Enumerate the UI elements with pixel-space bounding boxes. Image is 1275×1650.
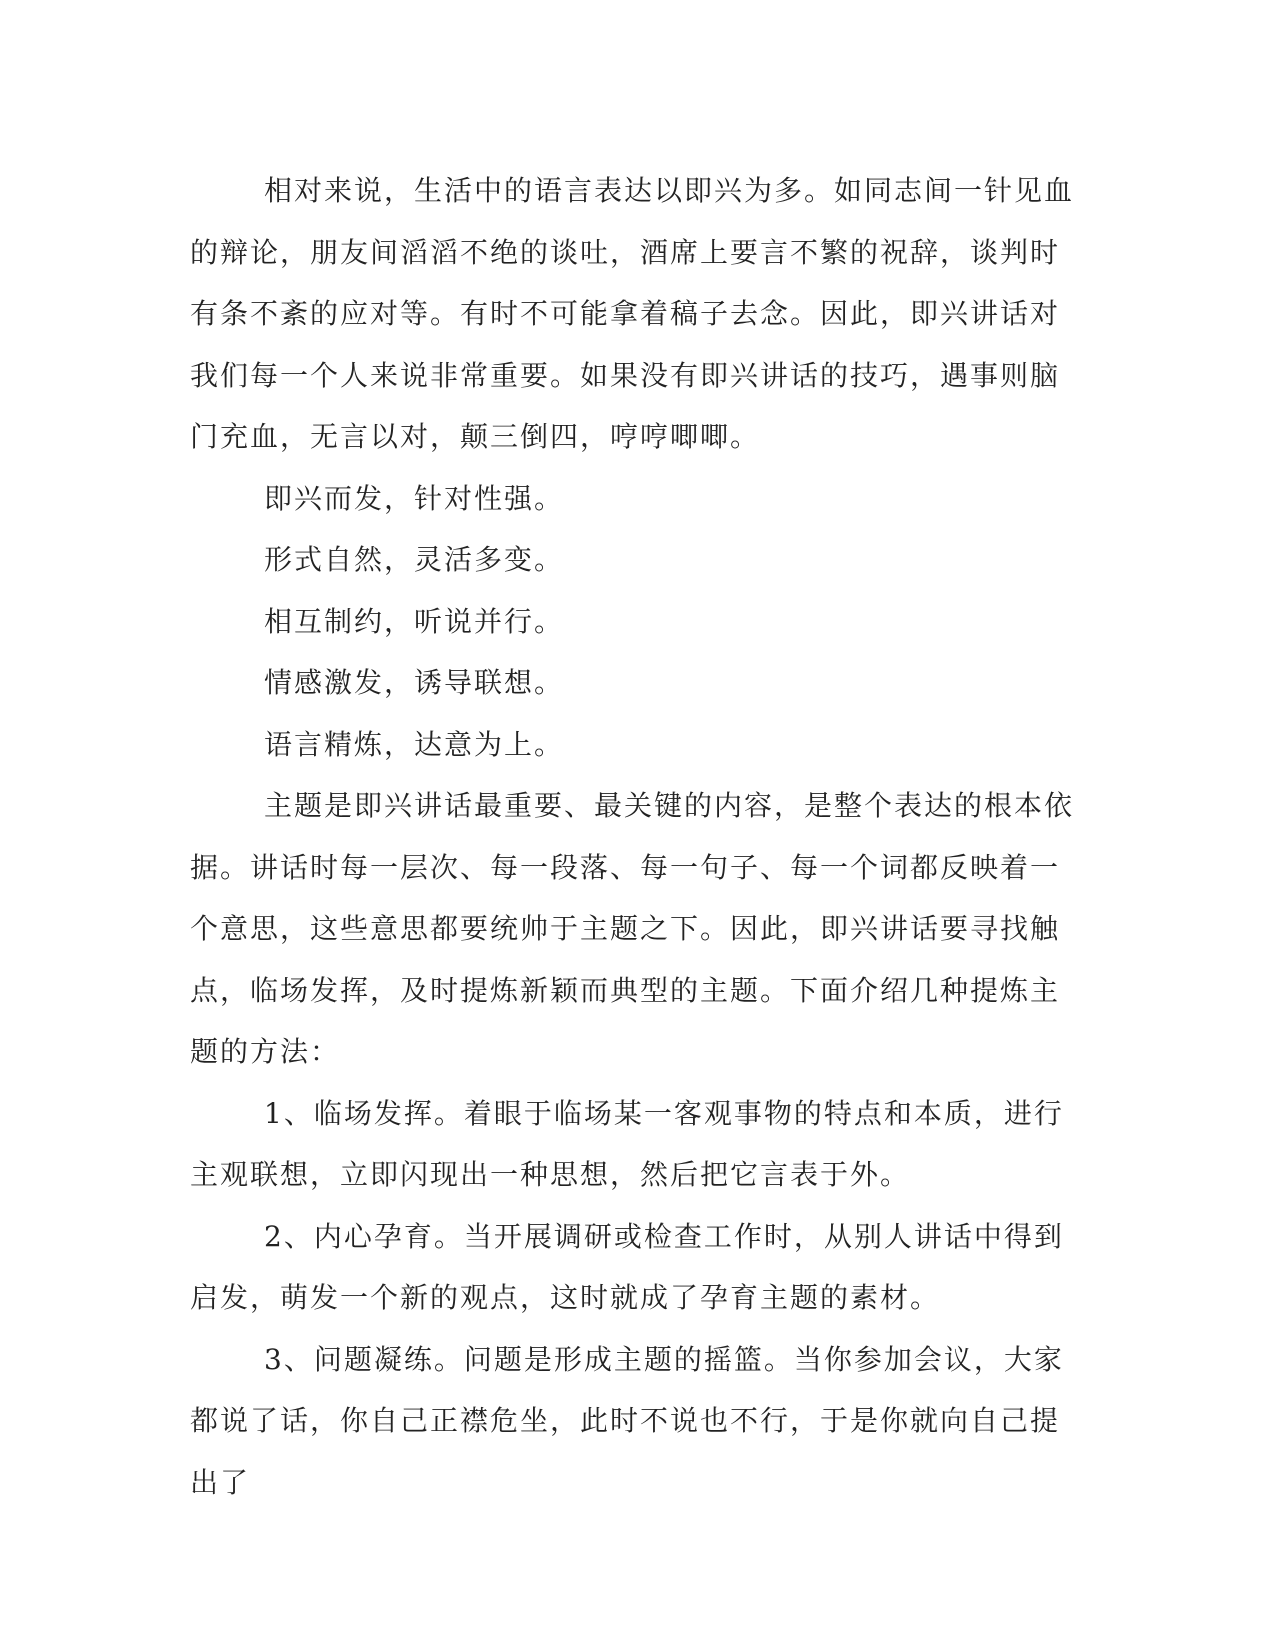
paragraph-feature-1: 即兴而发，针对性强。 xyxy=(264,481,565,515)
paragraph-method-1: 1、临场发挥。着眼于临场某一客观事物的特点和本质，进行主观联想，立即闪现出一种思想，然后把它言表于外。 xyxy=(190,1096,1064,1191)
paragraph-feature-3: 相互制约，听说并行。 xyxy=(264,604,565,638)
document-body xyxy=(190,160,1078,1513)
paragraph-method-3: 3、问题凝练。问题是形成主题的摇篮。当你参加会议，大家都说了话，你自己正襟危坐，此时不说也不行，于是你就向自己提出了 xyxy=(190,1342,1064,1499)
paragraph-theme: 主题是即兴讲话最重要、最关键的内容，是整个表达的根本依据。讲话时每一层次、每一段落、每一句子、每一个词都反映着一个意思，这些意思都要统帅于主题之下。因此，即兴讲话要寻找触点，临场发挥，及时提炼新颖而典型的主题。下面介绍几种提炼主题的方法： xyxy=(190,789,1075,1068)
paragraph-intro: 相对来说，生活中的语言表达以即兴为多。如同志间一针见血的辩论，朋友间滔滔不绝的谈吐，酒席上要言不繁的祝辞，谈判时有条不紊的应对等。有时不可能拿着稿子去念。因此，即兴讲话对我们每一个人来说非常重要。如果没有即兴讲话的技巧，遇事则脑门充血，无言以对，颠三倒四，哼哼唧唧。 xyxy=(190,174,1075,453)
paragraph-feature-2: 形式自然，灵活多变。 xyxy=(264,543,565,576)
paragraph-feature-5: 语言精炼，达意为上。 xyxy=(264,727,565,761)
paragraph-method-2: 2、内心孕育。当开展调研或检查工作时，从别人讲话中得到启发，萌发一个新的观点，这时就成了孕育主题的素材。 xyxy=(190,1219,1064,1314)
paragraph-feature-4: 情感激发，诱导联想。 xyxy=(264,666,565,699)
